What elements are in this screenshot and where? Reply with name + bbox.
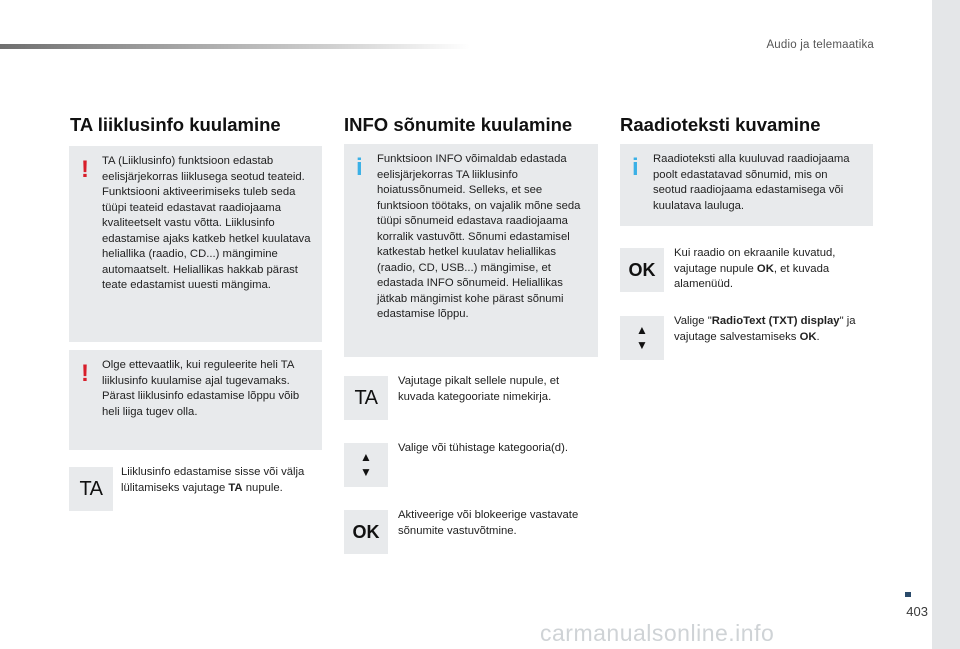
col3-step1 [674, 246, 872, 293]
side-strip [932, 0, 960, 649]
col1-note1-text: TA (Liiklusinfo) funktsioon edastab eelisjärjekorras liiklusega seotud teateid. Funktsiooni aktiveerimiseks tuleb seda tüüpi teateid edastavat raadiojaama kvaliteetselt vastu võtta. Liiklusinfo edastamise ajaks katkeb hetkel kuulatava heliallika (raadio, CD...) mängimine automaatselt. Heliallikas hakkab pärast teate edastamist uuesti mängima. [102, 155, 311, 291]
col2-step2: Valige või tühistage kategooria(d). [398, 442, 568, 454]
col1-step-bold: TA [228, 481, 243, 494]
col3-info-note [620, 144, 873, 226]
col3-title: Raadioteksti kuvamine [620, 114, 821, 135]
header-gradient-bar [0, 44, 470, 49]
ta-button[interactable]: TA [69, 467, 113, 511]
col2-note-text: Funktsioon INFO võimaldab edastada eelisjärjekorras TA liiklusinfo hoiatussõnumeid. Selleks, et see funktsioon töötaks, on vajalik mõne seda tüüpi sõnumeid edastava raadiojaama korralik vastuvõtt. Sõnumi edastamisel katkestab hetkel kuulatav heliallikas (raadio, CD, USB...) mängimise, et edastada INFO sõnumeid. Heliallikas jätkab mängimist kohe pärast sõnumi edastamise lõppu. [377, 153, 581, 320]
col1-step-text-a: Liiklusinfo edastamise sisse või välja lülitamiseks vajutage [121, 466, 305, 494]
col3-step2-text-c: . [816, 330, 820, 343]
arrow-up-icon[interactable]: ▲ [360, 450, 372, 464]
watermark: carmanualsonline.info [540, 620, 775, 646]
col2-step1: Vajutage pikalt sellele nupule, et kuvada kategooriate nimekirja. [398, 375, 560, 403]
page-marker [905, 592, 911, 597]
col1-title: TA liiklusinfo kuulamine [70, 114, 281, 135]
col1-note2-text: Olge ettevaatlik, kui reguleerite heli TA liiklusinfo kuulamise ajal tugevamaks. Pärast liiklusinfo edastamise lõppu võib heli liiga tugev olla. [102, 359, 300, 418]
ok-button[interactable]: OK [344, 510, 388, 554]
col2-info-note [344, 144, 598, 357]
col3-step2-bold2: OK [799, 330, 817, 343]
col3-step1-text-a: Kui raadio on ekraanile kuvatud, vajutage nupule [674, 247, 836, 275]
arrow-down-icon[interactable]: ▼ [360, 465, 372, 479]
col1-warning-note-2 [69, 350, 322, 450]
warning-icon: ! [81, 360, 89, 387]
arrow-down-icon[interactable]: ▼ [636, 338, 648, 352]
col2-step3: Aktiveerige või blokeerige vastavate sõnumite vastuvõtmine. [398, 509, 579, 537]
col3-step2-text-b: " ja vajutage salvestamiseks [674, 315, 856, 343]
col1-step [121, 465, 321, 496]
col3-step1-bold: OK [756, 262, 774, 275]
arrow-up-icon[interactable]: ▲ [636, 323, 648, 337]
ta-button[interactable]: TA [344, 376, 388, 420]
col3-step1-text-b: , et kuvada alamenüüd. [674, 262, 830, 290]
col3-step2 [674, 314, 872, 345]
warning-icon: ! [81, 156, 89, 183]
col1-warning-note-1 [69, 146, 322, 342]
ok-button[interactable]: OK [620, 248, 664, 292]
col2-title: INFO sõnumite kuulamine [344, 114, 573, 135]
section-title: Audio ja telemaatika [766, 39, 874, 51]
page-number: 403 [906, 604, 928, 619]
arrow-buttons[interactable] [344, 443, 388, 487]
info-icon: i [632, 154, 639, 181]
info-icon: i [356, 154, 363, 181]
col1-step-text-b: nupule. [242, 481, 283, 494]
col3-step2-bold: RadioText (TXT) display [711, 315, 840, 327]
col3-step2-text-a: Valige " [674, 315, 712, 327]
arrow-buttons[interactable] [620, 316, 664, 360]
col3-note-text: Raadioteksti alla kuuluvad raadiojaama poolt edastatavad sõnumid, mis on seotud raadiojaama edastamisega või kuulatava lauluga. [653, 153, 850, 212]
